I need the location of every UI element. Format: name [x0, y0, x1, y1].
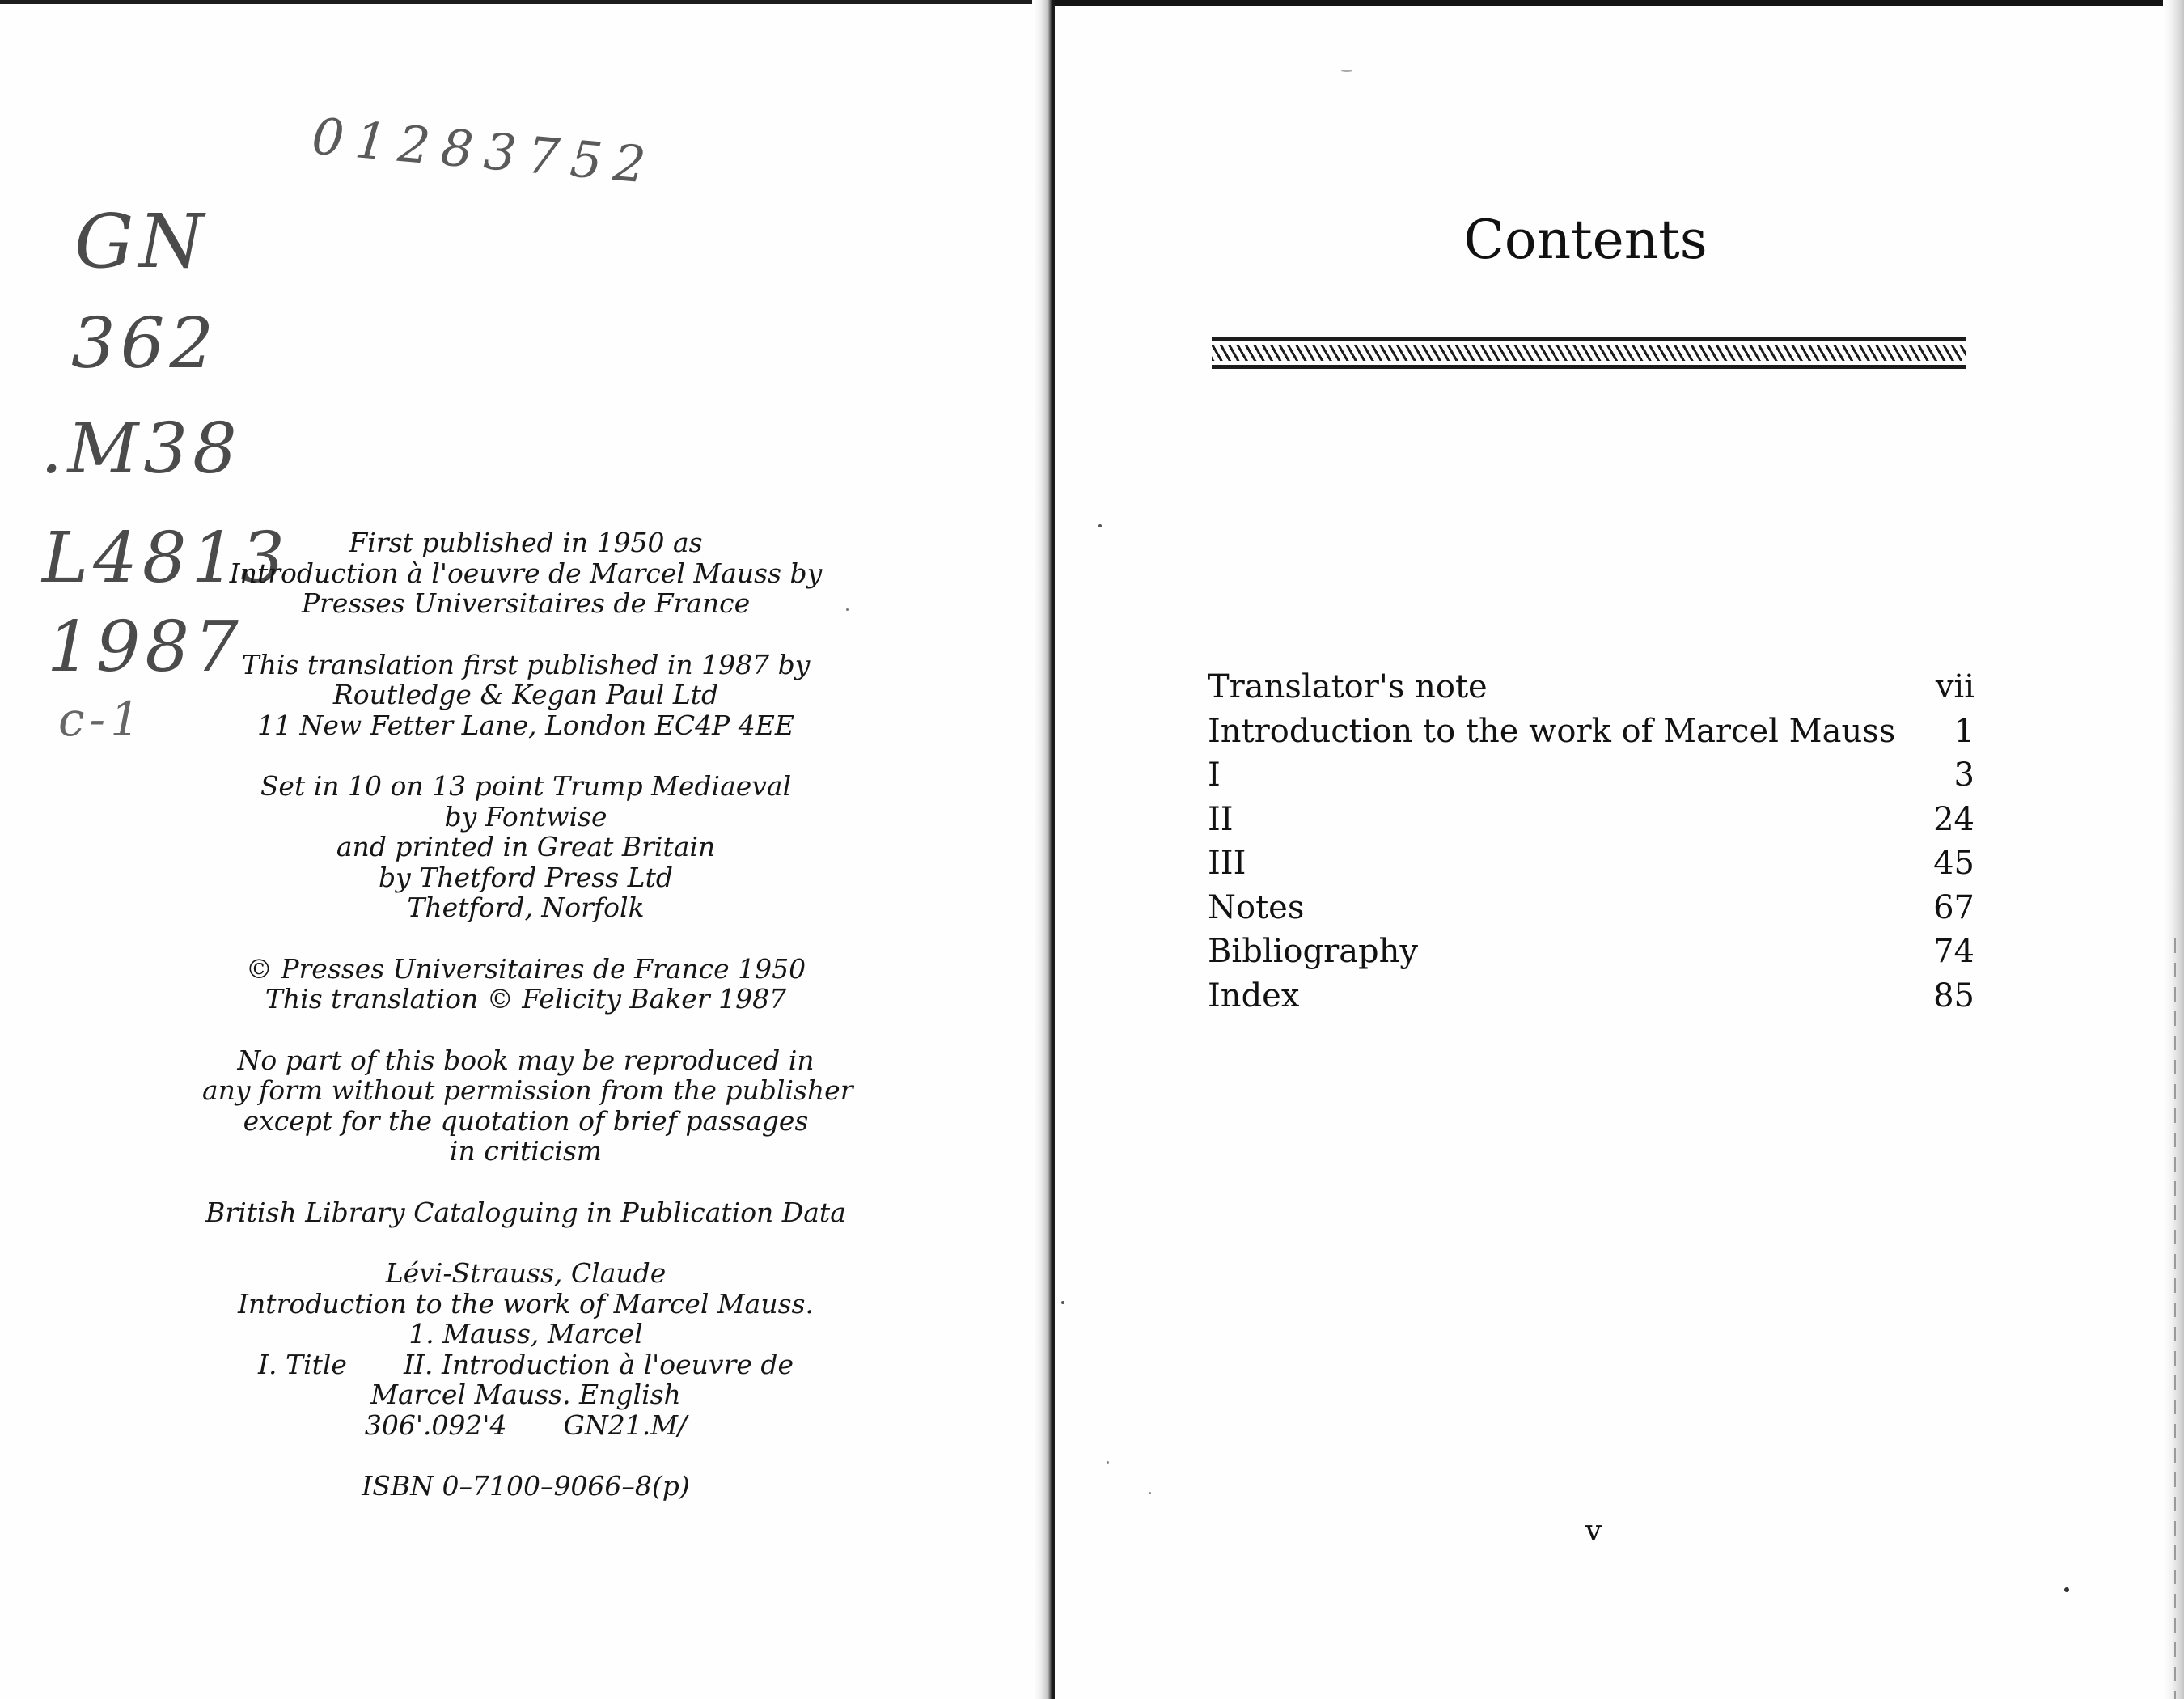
cip-entry-original: II. Introduction à l'oeuvre de — [403, 1348, 794, 1380]
cip-lc: GN21.M/ — [563, 1409, 688, 1441]
toc-entry[interactable] — [1208, 665, 1974, 710]
handwritten-call-line: .M38 — [40, 409, 242, 489]
text-line: 11 New Fetter Lane, London EC4P 4EE — [257, 709, 794, 741]
text-line: Presses Universitaires de France — [301, 587, 751, 619]
toc-page-number: 3 — [1953, 756, 1974, 794]
handwritten-call-line: GN — [74, 198, 209, 285]
text-line: This translation © Felicity Baker 1987 — [265, 983, 787, 1015]
cip-classification — [202, 1410, 849, 1441]
scan-speck — [1341, 70, 1352, 72]
toc-page-number: vii — [1935, 668, 1974, 705]
text-line: by Fontwise — [444, 800, 607, 833]
cip-entries — [202, 1349, 849, 1380]
publication-history-block — [202, 527, 849, 619]
translation-publisher-block — [202, 650, 849, 741]
cip-dewey: 306'.092'4 — [364, 1409, 507, 1441]
scan-speck — [2064, 1587, 2069, 1592]
toc-page-number: 45 — [1933, 845, 1974, 882]
scan-edge-top-left — [0, 0, 1032, 4]
book-gutter — [1034, 0, 1052, 1699]
reproduction-notice-block — [202, 1044, 853, 1167]
scan-speck — [1107, 1461, 1109, 1464]
toc-entry[interactable] — [1208, 886, 1974, 930]
text-line: Set in 10 on 13 point Trump Mediaeval — [260, 770, 792, 802]
page-number: v — [1585, 1515, 1602, 1548]
page-title: Contents — [1463, 209, 1708, 271]
text-line: British Library Cataloguing in Publication Data — [205, 1196, 846, 1228]
isbn: ISBN 0–7100–9066–8(p) — [362, 1470, 690, 1502]
toc-page-number: 85 — [1933, 977, 1974, 1015]
cip-data-block — [202, 1258, 849, 1440]
toc-label: Introduction to the work of Marcel Mauss — [1208, 712, 1896, 750]
toc-label: Index — [1208, 977, 1300, 1015]
toc-entry[interactable] — [1208, 974, 1974, 1019]
cip-title: Introduction to the work of Marcel Mauss. — [238, 1287, 814, 1320]
text-line: by Thetford Press Ltd — [379, 861, 673, 893]
handwritten-number: 01283752 — [309, 106, 659, 196]
toc-entry[interactable] — [1208, 841, 1974, 886]
isbn-block — [202, 1471, 849, 1502]
gutter-line — [1052, 0, 1055, 1699]
text-line: No part of this book may be reproduced in — [237, 1044, 815, 1076]
toc-page-number: 67 — [1933, 888, 1974, 926]
scan-edge-top-right — [1052, 0, 2184, 6]
toc-label: Notes — [1208, 888, 1305, 926]
cip-heading-block — [202, 1197, 849, 1228]
text-line: any form without permission from the publisher — [202, 1074, 853, 1106]
toc-entry[interactable] — [1208, 710, 1974, 754]
cip-author: Lévi-Strauss, Claude — [385, 1257, 667, 1289]
copyright-notice-block — [202, 954, 849, 1015]
handwritten-copy-line: c-1 — [58, 692, 145, 747]
ornamental-rule — [1212, 337, 1966, 370]
text-line: Thetford, Norfolk — [407, 892, 645, 923]
text-line: First published in 1950 as — [349, 527, 703, 558]
toc-page-number: 1 — [1953, 712, 1974, 750]
toc-label: Bibliography — [1208, 933, 1418, 970]
copyright-text — [202, 527, 853, 1502]
handwritten-call-line: 1987 — [47, 607, 243, 688]
text-line: and printed in Great Britain — [336, 831, 716, 862]
toc-label: II — [1208, 800, 1234, 838]
handwritten-call-line: 362 — [71, 303, 219, 384]
text-line: This translation first published in 1987 by — [241, 648, 811, 680]
toc-page-number: 74 — [1933, 933, 1974, 970]
typesetting-block — [202, 771, 849, 923]
text-line: Introduction à l'oeuvre de Marcel Mauss by — [229, 557, 823, 589]
toc-page-number: 24 — [1933, 800, 1974, 838]
toc-label: Translator's note — [1208, 668, 1488, 705]
table-of-contents — [1208, 665, 1974, 1018]
scan-speck — [846, 608, 849, 611]
handwritten-call-line: L4813 — [42, 518, 290, 599]
toc-entry[interactable] — [1208, 930, 1974, 974]
toc-entry[interactable] — [1208, 798, 1974, 842]
text-line: except for the quotation of brief passages — [243, 1104, 809, 1137]
text-line: © Presses Universitaires de France 1950 — [245, 952, 806, 985]
scan-speck — [1098, 524, 1102, 527]
toc-label: I — [1208, 756, 1221, 794]
text-line: Routledge & Kegan Paul Ltd — [332, 679, 719, 710]
toc-entry[interactable] — [1208, 753, 1974, 798]
scan-speck — [1149, 1492, 1151, 1494]
cip-subject: 1. Mauss, Marcel — [408, 1318, 643, 1349]
cip-entry-title: I. Title — [258, 1348, 347, 1380]
toc-label: III — [1208, 845, 1246, 882]
page-edge-right — [2163, 0, 2184, 1699]
scan-speck — [1061, 1301, 1064, 1304]
cip-entry-original-cont: Marcel Mauss. English — [370, 1379, 681, 1410]
text-line: in criticism — [449, 1135, 603, 1167]
